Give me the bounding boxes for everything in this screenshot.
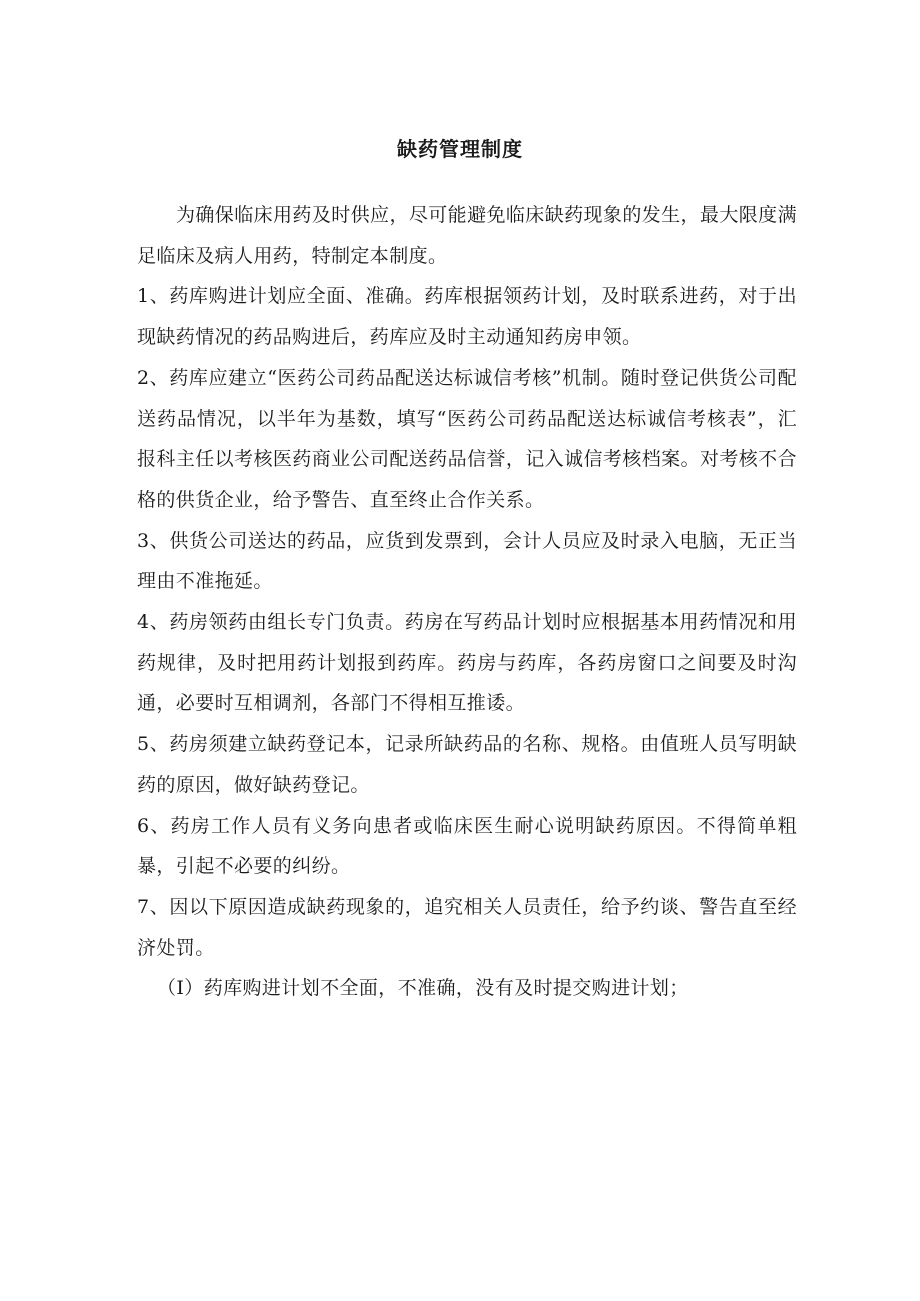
intro-paragraph: 为确保临床用药及时供应，尽可能避免临床缺药现象的发生，最大限度满足临床及病人用药，特制定本制度。 bbox=[137, 204, 797, 267]
document-title: 缺药管理制度 bbox=[397, 137, 523, 161]
rule-2-paragraph: 2、药库应建立“医药公司药品配送达标诚信考核”机制。随时登记供货公司配送药品情况，以半年为基数，填写“医药公司药品配送达标诚信考核表”，汇报科主任以考核医药商业公司配送药品信誉，记入诚信考核档案。对考核不合格的供货企业，给予警告、直至终止合作关系。 bbox=[137, 366, 797, 511]
rule-5-paragraph: 5、药房须建立缺药登记本，记录所缺药品的名称、规格。由值班人员写明缺药的原因，做好缺药登记。 bbox=[137, 733, 797, 796]
rule-7-subitem-1: （I）药库购进计划不全面，不准确，没有及时提交购进计划； bbox=[157, 977, 689, 1000]
rule-3-paragraph: 3、供货公司送达的药品，应货到发票到，会计人员应及时录入电脑，无正当理由不准拖延。 bbox=[137, 529, 797, 593]
rule-7-paragraph: 7、因以下原因造成缺药现象的，追究相关人员责任，给予约谈、警告直至经济处罚。 bbox=[137, 895, 797, 959]
rule-4-paragraph: 4、药房领药由组长专门负责。药房在写药品计划时应根据基本用药情况和用药规律，及时把用药计划报到药库。药房与药库，各药房窗口之间要及时沟通，必要时互相调剂，各部门不得相互推诿。 bbox=[137, 611, 797, 715]
document-body bbox=[137, 195, 797, 1009]
rule-1-paragraph: 1、药库购进计划应全面、准确。药库根据领药计划，及时联系进药，对于出现缺药情况的药品购进后，药库应及时主动通知药房申领。 bbox=[137, 285, 797, 349]
rule-6-paragraph: 6、药房工作人员有义务向患者或临床医生耐心说明缺药原因。不得简单粗暴，引起不必要的纠纷。 bbox=[137, 814, 797, 878]
